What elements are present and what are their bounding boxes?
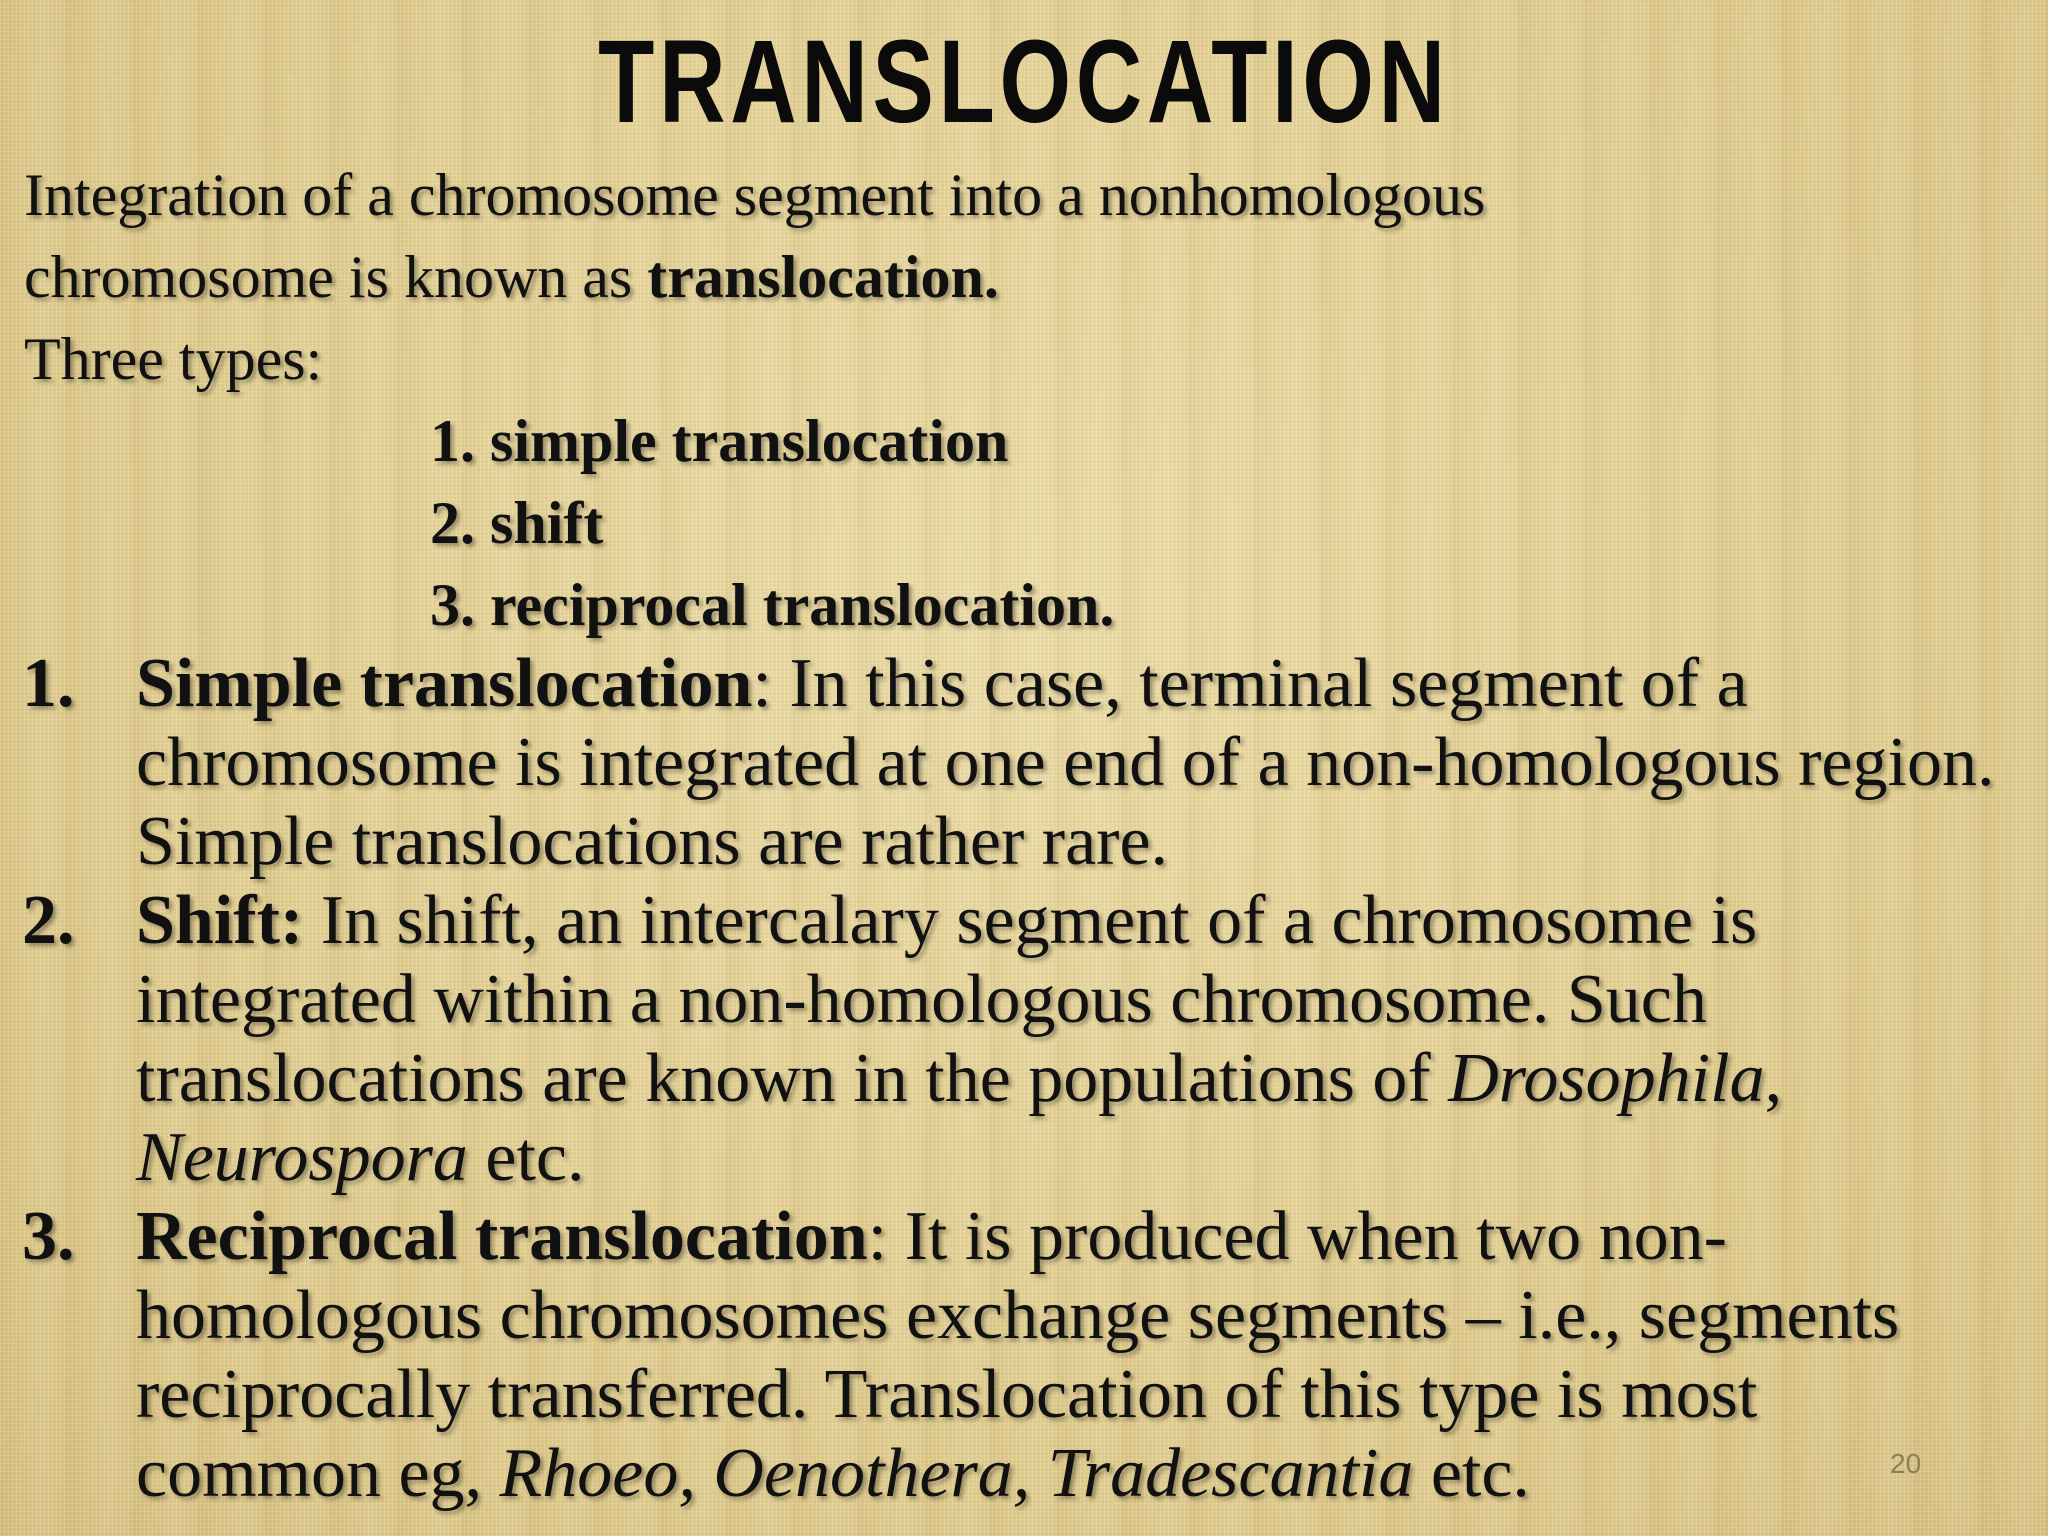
intro-paragraph xyxy=(24,154,1984,400)
item-tail: etc. xyxy=(467,1119,585,1196)
item-text: : In this case, terminal segment of a chromosome is integrated at one end of a non-homologous region. Simple translocations are rather rare. xyxy=(136,645,1995,880)
slide-title: TRANSLOCATION xyxy=(598,16,1450,148)
item-number: 2. xyxy=(22,882,75,959)
definition-item-reciprocal xyxy=(22,1197,2012,1513)
item-italic-genera: Rhoeo, Oenothera, Tradescantia xyxy=(499,1435,1414,1512)
types-list-item: 3. reciprocal translocation. xyxy=(430,572,1115,638)
intro-line-2 xyxy=(24,236,1984,318)
intro-term: translocation. xyxy=(647,244,999,310)
types-list xyxy=(430,400,1114,646)
definition-item-shift xyxy=(22,881,2012,1197)
definition-list xyxy=(22,644,2012,1513)
item-separator: , xyxy=(1764,1040,1783,1117)
item-number: 3. xyxy=(22,1198,75,1275)
item-tail: etc. xyxy=(1413,1435,1530,1512)
page-number: 20 xyxy=(1890,1448,1922,1479)
item-term: Reciprocal translocation xyxy=(136,1198,868,1275)
item-italic-genus: Drosophila xyxy=(1448,1040,1765,1117)
types-list-item: 1. simple translocation xyxy=(430,408,1009,474)
item-italic-genus: Neurospora xyxy=(136,1119,468,1196)
item-text: In shift, an intercalary segment of a chromosome is integrated within a non-homologous chromosome. Such translocations are known in the populations of xyxy=(136,882,1758,1117)
definition-item-simple xyxy=(22,644,2012,881)
item-text: : It is produced when two non-homologous chromosomes exchange segments – i.e., segments reciprocally transferred. Translocation of this type is most common eg, xyxy=(136,1198,1900,1512)
item-term: Simple translocation xyxy=(136,645,753,722)
types-list-item: 2. shift xyxy=(430,490,604,556)
intro-line-2-text: chromosome is known as xyxy=(24,244,648,310)
item-number: 1. xyxy=(22,645,75,722)
three-types-label: Three types: xyxy=(24,326,323,392)
intro-line-1: Integration of a chromosome segment into a nonhomologous xyxy=(24,162,1486,228)
item-term: Shift: xyxy=(136,882,304,959)
